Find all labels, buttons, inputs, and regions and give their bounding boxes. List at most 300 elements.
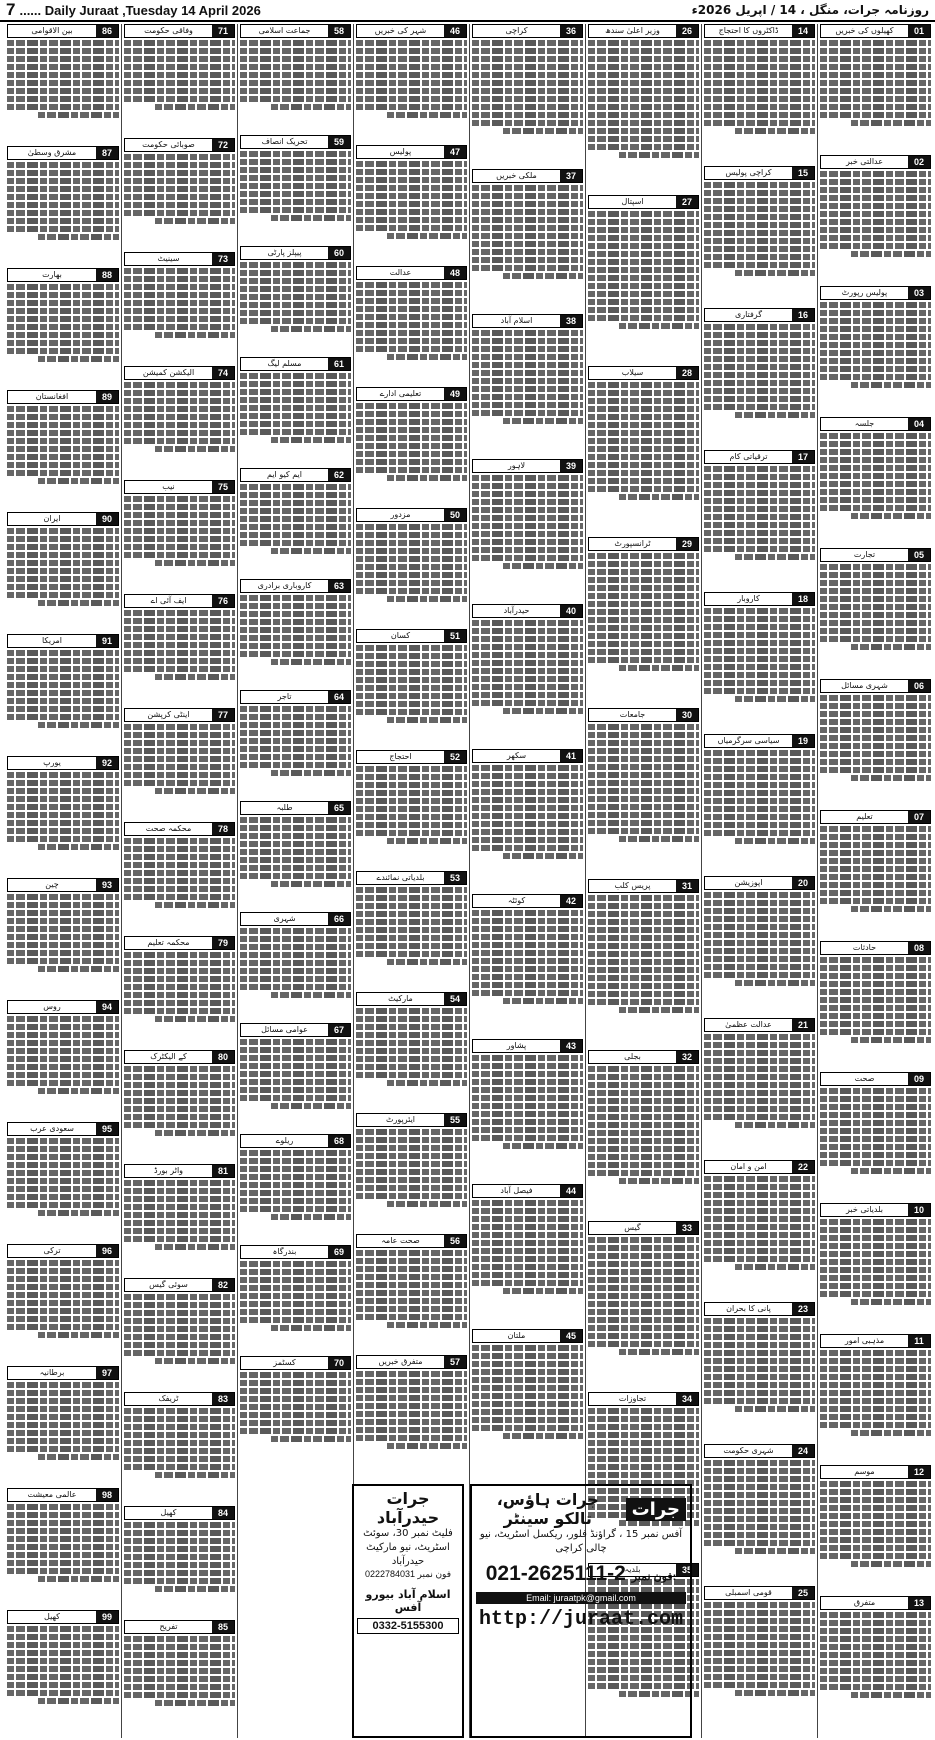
text-line bbox=[472, 1353, 583, 1359]
text-line bbox=[356, 572, 467, 578]
text-line bbox=[124, 626, 235, 632]
notice-title: سوئی گیس bbox=[125, 1279, 212, 1291]
text-line bbox=[472, 1369, 583, 1375]
notice-title: جلسہ bbox=[821, 418, 908, 430]
text-line bbox=[356, 80, 467, 86]
text-line bbox=[124, 1180, 235, 1186]
text-line bbox=[820, 40, 931, 46]
notice-block bbox=[124, 480, 235, 591]
text-line bbox=[7, 788, 119, 794]
text-line bbox=[240, 1071, 351, 1077]
notice-title: بھارت bbox=[8, 269, 96, 281]
text-line bbox=[7, 96, 119, 102]
notice-number: 81 bbox=[212, 1165, 234, 1177]
notice-title: جامعات bbox=[589, 709, 676, 721]
notice-header bbox=[472, 1184, 583, 1198]
text-line bbox=[704, 1208, 815, 1214]
text-line bbox=[588, 446, 699, 452]
text-line bbox=[124, 162, 235, 168]
notice-block bbox=[704, 876, 815, 1015]
text-line bbox=[124, 1546, 235, 1552]
text-line bbox=[472, 1111, 583, 1117]
text-line bbox=[240, 72, 351, 78]
text-line bbox=[472, 1208, 583, 1214]
text-line bbox=[240, 1301, 351, 1307]
text-line bbox=[124, 862, 235, 868]
text-line bbox=[7, 1024, 119, 1030]
text-line bbox=[356, 1040, 467, 1046]
text-line bbox=[38, 1454, 119, 1460]
notice-block bbox=[124, 1164, 235, 1275]
notice-number: 72 bbox=[212, 139, 234, 151]
text-line bbox=[704, 396, 815, 402]
notice-number: 58 bbox=[328, 25, 350, 37]
text-line bbox=[124, 1074, 235, 1080]
notice-title: مشرق وسطیٰ bbox=[8, 147, 96, 159]
text-line bbox=[124, 284, 235, 290]
text-line bbox=[7, 324, 119, 330]
notice-title: تعلیم bbox=[821, 811, 908, 823]
text-line bbox=[704, 1650, 815, 1656]
text-line bbox=[472, 636, 583, 642]
text-line bbox=[7, 1040, 119, 1046]
text-line bbox=[7, 454, 119, 460]
text-line bbox=[820, 751, 931, 757]
text-line bbox=[704, 348, 815, 354]
notice-title: سعودی عرب bbox=[8, 1123, 96, 1135]
text-line bbox=[704, 380, 815, 386]
notice-header bbox=[240, 801, 351, 815]
text-line bbox=[124, 382, 235, 388]
text-line bbox=[240, 651, 351, 657]
text-line bbox=[820, 588, 931, 594]
notice-number: 34 bbox=[676, 1393, 698, 1405]
text-line bbox=[704, 1074, 815, 1080]
text-line bbox=[704, 1626, 815, 1632]
text-line bbox=[387, 596, 467, 602]
notice-header bbox=[472, 169, 583, 183]
notice-title: شہری مسائل bbox=[821, 680, 908, 692]
text-line bbox=[7, 438, 119, 444]
notice-number: 57 bbox=[444, 1356, 466, 1368]
notice-header bbox=[356, 992, 467, 1006]
text-line bbox=[503, 853, 583, 859]
text-line bbox=[588, 903, 699, 909]
text-line bbox=[7, 40, 119, 46]
text-line bbox=[472, 837, 583, 843]
text-line bbox=[240, 421, 351, 427]
text-line bbox=[240, 1063, 351, 1069]
ad-url[interactable]: http://juraat.com bbox=[478, 1608, 684, 1631]
text-line bbox=[704, 214, 815, 220]
text-line bbox=[356, 782, 467, 788]
text-line bbox=[356, 895, 467, 901]
text-line bbox=[7, 1194, 119, 1200]
notice-title: مزدور bbox=[357, 509, 444, 521]
text-line bbox=[820, 1553, 931, 1559]
notice-block bbox=[704, 166, 815, 305]
text-line bbox=[356, 1258, 467, 1264]
text-line bbox=[356, 306, 467, 312]
notice-title: مذہبی امور bbox=[821, 1335, 908, 1347]
text-line bbox=[820, 1283, 931, 1289]
notice-header bbox=[588, 24, 699, 38]
text-line bbox=[820, 1497, 931, 1503]
text-line bbox=[704, 964, 815, 970]
text-line bbox=[472, 362, 583, 368]
text-line bbox=[7, 406, 119, 412]
text-line bbox=[7, 210, 119, 216]
text-line bbox=[124, 1008, 235, 1014]
text-line bbox=[820, 80, 931, 86]
text-line bbox=[240, 1158, 351, 1164]
text-line bbox=[240, 40, 351, 46]
text-line bbox=[704, 1666, 815, 1672]
text-line bbox=[124, 1440, 235, 1446]
text-line bbox=[472, 1401, 583, 1407]
text-line bbox=[356, 1419, 467, 1425]
text-line bbox=[820, 48, 931, 54]
news-column bbox=[237, 24, 353, 1738]
notice-title: ٹریفک bbox=[125, 1393, 212, 1405]
text-line bbox=[588, 267, 699, 273]
text-line bbox=[588, 478, 699, 484]
text-line bbox=[7, 340, 119, 346]
text-line bbox=[704, 940, 815, 946]
text-line bbox=[472, 1361, 583, 1367]
text-line bbox=[820, 997, 931, 1003]
notice-title: ایم کیو ایم bbox=[241, 469, 328, 481]
text-line bbox=[820, 1414, 931, 1420]
text-line bbox=[240, 960, 351, 966]
text-line bbox=[356, 338, 467, 344]
notice-title: صحت bbox=[821, 1073, 908, 1085]
notice-number: 88 bbox=[96, 269, 118, 281]
notice-title: بلدیاتی نمائندے bbox=[357, 872, 444, 884]
notice-block bbox=[356, 266, 467, 384]
text-line bbox=[240, 738, 351, 744]
text-line bbox=[124, 96, 235, 102]
text-line bbox=[704, 254, 815, 260]
text-line bbox=[820, 1021, 931, 1027]
notice-title: حیدرآباد bbox=[473, 605, 560, 617]
notice-number: 61 bbox=[328, 358, 350, 370]
text-line bbox=[588, 1416, 699, 1422]
text-line bbox=[588, 569, 699, 575]
text-line bbox=[820, 1636, 931, 1642]
notice-header bbox=[820, 155, 931, 169]
notice-header bbox=[704, 24, 815, 38]
text-line bbox=[820, 973, 931, 979]
text-line bbox=[820, 826, 931, 832]
header-urdu: روزنامہ جرات، منگل ، 14 / اپریل 2026ء bbox=[691, 3, 929, 17]
text-line bbox=[124, 154, 235, 160]
text-line bbox=[7, 48, 119, 54]
notice-block bbox=[124, 822, 235, 933]
text-line bbox=[124, 740, 235, 746]
text-line bbox=[7, 462, 119, 468]
notice-title: حادثات bbox=[821, 942, 908, 954]
notice-header bbox=[704, 734, 815, 748]
text-line bbox=[820, 1291, 931, 1297]
notice-number: 71 bbox=[212, 25, 234, 37]
text-line bbox=[124, 1294, 235, 1300]
text-line bbox=[7, 202, 119, 208]
text-line bbox=[704, 514, 815, 520]
text-line bbox=[704, 648, 815, 654]
text-line bbox=[704, 1682, 815, 1688]
text-line bbox=[472, 1103, 583, 1109]
text-line bbox=[588, 804, 699, 810]
text-line bbox=[240, 984, 351, 990]
text-line bbox=[7, 80, 119, 86]
text-line bbox=[240, 270, 351, 276]
notice-number: 70 bbox=[328, 1357, 350, 1369]
notice-block bbox=[472, 24, 583, 166]
text-line bbox=[240, 1412, 351, 1418]
notice-block bbox=[356, 629, 467, 747]
text-line bbox=[472, 620, 583, 626]
text-line bbox=[124, 984, 235, 990]
text-line bbox=[472, 652, 583, 658]
text-line bbox=[124, 438, 235, 444]
text-line bbox=[240, 730, 351, 736]
text-line bbox=[7, 934, 119, 940]
text-line bbox=[240, 1309, 351, 1315]
text-line bbox=[7, 72, 119, 78]
text-line bbox=[472, 918, 583, 924]
text-line bbox=[588, 283, 699, 289]
notice-title: پولیس bbox=[357, 146, 444, 158]
notice-block bbox=[820, 24, 931, 152]
text-line bbox=[588, 64, 699, 70]
text-line bbox=[7, 828, 119, 834]
text-line bbox=[472, 547, 583, 553]
text-line bbox=[124, 80, 235, 86]
text-line bbox=[240, 865, 351, 871]
text-line bbox=[704, 656, 815, 662]
text-line bbox=[588, 1237, 699, 1243]
text-line bbox=[7, 820, 119, 826]
text-line bbox=[820, 326, 931, 332]
text-line bbox=[7, 1048, 119, 1054]
text-line bbox=[124, 1220, 235, 1226]
text-line bbox=[820, 473, 931, 479]
text-line bbox=[503, 1143, 583, 1149]
notice-number: 12 bbox=[908, 1466, 930, 1478]
text-line bbox=[7, 170, 119, 176]
text-line bbox=[7, 422, 119, 428]
notice-block bbox=[588, 24, 699, 192]
text-line bbox=[240, 167, 351, 173]
text-line bbox=[851, 1561, 931, 1567]
notice-number: 82 bbox=[212, 1279, 234, 1291]
header-english bbox=[6, 0, 261, 20]
notice-title: شہر کی خبریں bbox=[357, 25, 444, 37]
text-line bbox=[124, 886, 235, 892]
notice-header bbox=[240, 690, 351, 704]
text-line bbox=[820, 1612, 931, 1618]
notice-header bbox=[7, 634, 119, 648]
text-line bbox=[7, 1170, 119, 1176]
text-line bbox=[124, 1342, 235, 1348]
notice-number: 55 bbox=[444, 1114, 466, 1126]
text-line bbox=[472, 958, 583, 964]
text-line bbox=[588, 299, 699, 305]
text-line bbox=[124, 1408, 235, 1414]
text-line bbox=[472, 1240, 583, 1246]
text-line bbox=[7, 348, 119, 354]
notice-title: ایف آئی اے bbox=[125, 595, 212, 607]
text-line bbox=[704, 340, 815, 346]
text-line bbox=[472, 96, 583, 102]
notice-block bbox=[820, 679, 931, 807]
text-line bbox=[735, 270, 815, 276]
notice-number: 51 bbox=[444, 630, 466, 642]
text-line bbox=[820, 719, 931, 725]
text-line bbox=[820, 310, 931, 316]
text-line bbox=[588, 291, 699, 297]
notice-number: 92 bbox=[96, 757, 118, 769]
text-line bbox=[820, 235, 931, 241]
text-line bbox=[124, 324, 235, 330]
text-line bbox=[704, 182, 815, 188]
notice-header bbox=[356, 508, 467, 522]
notice-header bbox=[588, 366, 699, 380]
text-line bbox=[704, 1192, 815, 1198]
text-line bbox=[240, 318, 351, 324]
text-line bbox=[356, 1290, 467, 1296]
notice-header bbox=[124, 138, 235, 152]
text-line bbox=[240, 619, 351, 625]
notice-number: 02 bbox=[908, 156, 930, 168]
text-line bbox=[7, 1056, 119, 1062]
text-line bbox=[124, 1318, 235, 1324]
notice-title: کراچی bbox=[473, 25, 560, 37]
text-line bbox=[704, 198, 815, 204]
text-line bbox=[472, 209, 583, 215]
text-line bbox=[240, 516, 351, 522]
text-line bbox=[124, 976, 235, 982]
notice-title: کاروبار bbox=[705, 593, 792, 605]
text-line bbox=[704, 688, 815, 694]
text-line bbox=[820, 1529, 931, 1535]
notice-title: برطانیہ bbox=[8, 1367, 96, 1379]
notice-block bbox=[356, 145, 467, 263]
text-line bbox=[7, 942, 119, 948]
text-line bbox=[704, 1342, 815, 1348]
text-line bbox=[704, 230, 815, 236]
ad-address: آفس نمبر 15 ، گراؤنڈ فلور، ریکسل اسٹریٹ، نیو چالی کراچی bbox=[479, 1529, 683, 1554]
text-line bbox=[7, 666, 119, 672]
ad-title: جرات ہاؤس، تالکو سینٹر bbox=[496, 1490, 599, 1528]
text-line bbox=[820, 580, 931, 586]
text-line bbox=[820, 481, 931, 487]
notice-title: شہری حکومت bbox=[705, 1445, 792, 1457]
text-line bbox=[124, 724, 235, 730]
text-line bbox=[820, 1235, 931, 1241]
text-line bbox=[472, 1272, 583, 1278]
text-line bbox=[271, 992, 351, 998]
text-line bbox=[124, 1236, 235, 1242]
text-line bbox=[820, 711, 931, 717]
notice-title: روس bbox=[8, 1001, 96, 1013]
text-line bbox=[356, 1032, 467, 1038]
text-line bbox=[820, 882, 931, 888]
text-line bbox=[7, 552, 119, 558]
notice-block bbox=[240, 246, 351, 354]
text-line bbox=[7, 812, 119, 818]
notice-header bbox=[356, 145, 467, 159]
text-line bbox=[7, 1690, 119, 1696]
text-line bbox=[124, 1522, 235, 1528]
text-line bbox=[240, 1428, 351, 1434]
text-line bbox=[820, 1088, 931, 1094]
notice-header bbox=[588, 537, 699, 551]
text-line bbox=[7, 576, 119, 582]
text-line bbox=[820, 1668, 931, 1674]
notice-block bbox=[124, 366, 235, 477]
text-line bbox=[619, 1007, 699, 1013]
text-line bbox=[387, 838, 467, 844]
notice-number: 42 bbox=[560, 895, 582, 907]
text-line bbox=[356, 1274, 467, 1280]
text-line bbox=[588, 470, 699, 476]
text-line bbox=[124, 552, 235, 558]
notice-title: کسٹمز bbox=[241, 1357, 328, 1369]
notice-header bbox=[472, 1329, 583, 1343]
text-line bbox=[588, 788, 699, 794]
notice-title: ملتان bbox=[473, 1330, 560, 1342]
notice-block bbox=[820, 941, 931, 1069]
text-line bbox=[356, 56, 467, 62]
text-line bbox=[356, 451, 467, 457]
text-line bbox=[356, 48, 467, 54]
text-line bbox=[588, 390, 699, 396]
text-line bbox=[472, 88, 583, 94]
text-line bbox=[7, 1260, 119, 1266]
text-line bbox=[472, 700, 583, 706]
notice-header bbox=[472, 749, 583, 763]
text-line bbox=[240, 1285, 351, 1291]
text-line bbox=[472, 789, 583, 795]
notice-header bbox=[124, 366, 235, 380]
text-line bbox=[588, 1408, 699, 1414]
text-line bbox=[124, 642, 235, 648]
text-line bbox=[472, 1079, 583, 1085]
text-line bbox=[124, 48, 235, 54]
text-line bbox=[472, 40, 583, 46]
text-line bbox=[820, 604, 931, 610]
text-line bbox=[735, 412, 815, 418]
text-line bbox=[7, 592, 119, 598]
text-line bbox=[124, 170, 235, 176]
text-line bbox=[472, 773, 583, 779]
notice-header bbox=[704, 876, 815, 890]
text-line bbox=[704, 1468, 815, 1474]
notice-header bbox=[240, 24, 351, 38]
text-line bbox=[472, 265, 583, 271]
notice-title: عالمی معیشت bbox=[8, 1489, 96, 1501]
text-line bbox=[7, 804, 119, 810]
notice-header bbox=[356, 750, 467, 764]
text-line bbox=[820, 636, 931, 642]
text-line bbox=[588, 1082, 699, 1088]
notice-number: 08 bbox=[908, 942, 930, 954]
notice-block bbox=[240, 690, 351, 798]
text-line bbox=[588, 1146, 699, 1152]
text-line bbox=[619, 152, 699, 158]
